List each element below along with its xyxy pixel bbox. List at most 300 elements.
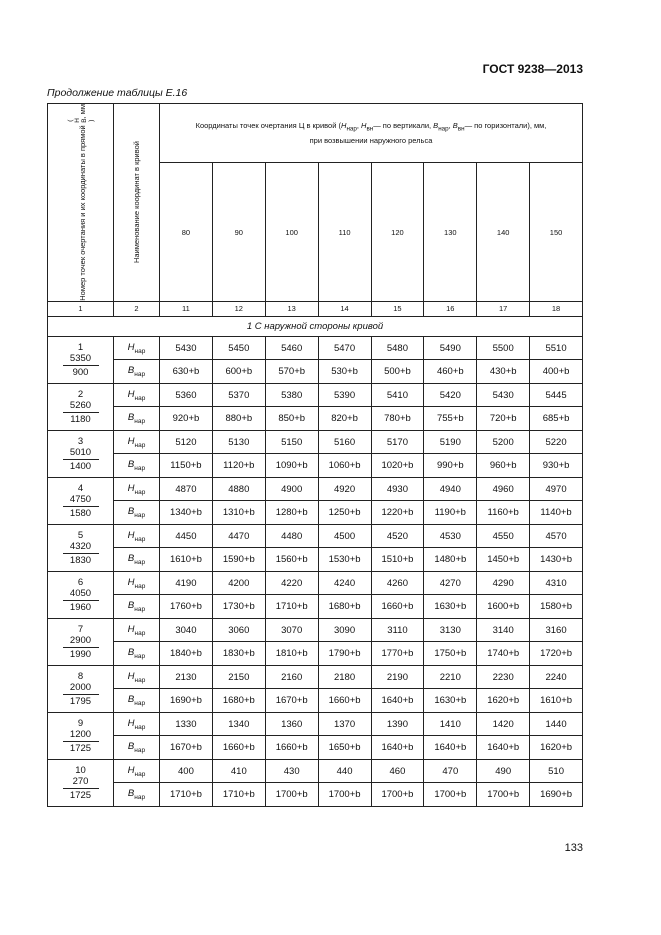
frac-bottom: В <box>80 118 88 124</box>
width-value: 1700+b <box>318 783 371 807</box>
coordinate-subscript: нар <box>134 746 146 754</box>
coordinate-subscript: нар <box>134 699 146 707</box>
width-value: 1510+b <box>371 548 424 572</box>
width-value: 1700+b <box>424 783 477 807</box>
height-value: 5470 <box>318 336 371 360</box>
width-value: 1670+b <box>160 736 213 760</box>
width-value: 1700+b <box>371 783 424 807</box>
coordinate-subscript: нар <box>134 652 146 660</box>
height-value: 430 <box>265 759 318 783</box>
width-value: 400+b <box>530 360 583 384</box>
point-width: 900 <box>72 366 89 378</box>
point-height: 4320 <box>69 540 92 552</box>
width-value: 1640+b <box>477 736 530 760</box>
coordinate-letter: Н <box>127 623 135 635</box>
height-value: 5445 <box>530 383 583 407</box>
width-value: 1740+b <box>477 642 530 666</box>
height-value: 5370 <box>212 383 265 407</box>
width-value: 1340+b <box>160 501 213 525</box>
main-header-sub-nar: нар <box>346 125 357 133</box>
height-value: 5360 <box>160 383 213 407</box>
coordinate-name <box>114 524 160 548</box>
main-header: Координаты точек очертания Ц в кривой ($Н_{нар}$, $Н_{вн}—$ по вертикали, $В_{нар}$, $В_{вн}—$ по горизонтали), мм, при возвышении наружного рельса <box>160 104 583 163</box>
point-cell <box>48 665 114 712</box>
table-row <box>48 383 583 407</box>
column-number: 13 <box>265 301 318 316</box>
height-value: 5430 <box>160 336 213 360</box>
height-value: 4470 <box>212 524 265 548</box>
point-number: 4 <box>77 482 84 494</box>
point-width: 1795 <box>69 695 92 707</box>
column-number: 1 <box>48 301 114 316</box>
width-value: 1060+b <box>318 454 371 478</box>
point-width: 1580 <box>69 507 92 519</box>
width-value: 1530+b <box>318 548 371 572</box>
height-value: 4550 <box>477 524 530 548</box>
table-row <box>48 524 583 548</box>
height-value: 4570 <box>530 524 583 548</box>
width-value: 820+b <box>318 407 371 431</box>
elevation-header: 130 <box>424 163 477 301</box>
width-value: 1790+b <box>318 642 371 666</box>
table-row <box>48 501 583 525</box>
width-value: 1730+b <box>212 595 265 619</box>
width-value: 1770+b <box>371 642 424 666</box>
table-row <box>48 689 583 713</box>
width-value: 1190+b <box>424 501 477 525</box>
table-row <box>48 712 583 736</box>
table-row <box>48 548 583 572</box>
table-row <box>48 642 583 666</box>
coordinate-letter: Н <box>127 435 135 447</box>
height-value: 4200 <box>212 571 265 595</box>
col-point-number-header: Номер точек очертания и их координаты в прямой ( Н В ), мм <box>48 104 114 302</box>
table-row <box>48 360 583 384</box>
coordinate-name <box>114 595 160 619</box>
coordinate-subscript: нар <box>134 535 146 543</box>
height-value: 4870 <box>160 477 213 501</box>
coordinate-subscript: нар <box>134 441 146 449</box>
height-value: 470 <box>424 759 477 783</box>
point-number: 8 <box>77 670 84 682</box>
column-number: 17 <box>477 301 530 316</box>
point-height: 5350 <box>69 352 92 364</box>
point-number: 2 <box>77 388 84 400</box>
coordinate-subscript: нар <box>134 370 146 378</box>
width-value: 1590+b <box>212 548 265 572</box>
point-height: 1200 <box>69 728 92 740</box>
width-value: 1690+b <box>160 689 213 713</box>
standard-code: ГОСТ 9238—2013 <box>482 62 583 76</box>
width-value: 1020+b <box>371 454 424 478</box>
width-value: 1430+b <box>530 548 583 572</box>
width-value: 1610+b <box>160 548 213 572</box>
width-value: 1660+b <box>318 689 371 713</box>
coordinate-letter: В <box>127 365 135 377</box>
height-value: 5490 <box>424 336 477 360</box>
main-header-h2: Н <box>361 121 367 131</box>
table-row <box>48 407 583 431</box>
height-value: 510 <box>530 759 583 783</box>
width-value: 1120+b <box>212 454 265 478</box>
point-cell <box>48 571 114 618</box>
width-value: 1090+b <box>265 454 318 478</box>
point-width: 1400 <box>69 460 92 472</box>
coordinate-name <box>114 759 160 783</box>
column-number: 14 <box>318 301 371 316</box>
width-value: 1620+b <box>477 689 530 713</box>
coordinate-name <box>114 571 160 595</box>
col1-header-text: Номер точек очертания и их координаты в прямой <box>77 125 87 301</box>
height-value: 4450 <box>160 524 213 548</box>
width-value: 530+b <box>318 360 371 384</box>
point-height: 2900 <box>69 634 92 646</box>
height-value: 5430 <box>477 383 530 407</box>
point-cell <box>48 430 114 477</box>
main-header-b2: В <box>452 121 458 131</box>
width-value: 1450+b <box>477 548 530 572</box>
height-value: 4880 <box>212 477 265 501</box>
width-value: 1690+b <box>530 783 583 807</box>
width-value: 1640+b <box>371 689 424 713</box>
main-header-part3: — по горизонтали), мм, <box>464 121 547 131</box>
coordinate-letter: Н <box>127 482 135 494</box>
point-width: 1725 <box>69 789 92 801</box>
coordinate-name <box>114 618 160 642</box>
coordinate-name <box>114 712 160 736</box>
table-row <box>48 783 583 807</box>
table-row <box>48 454 583 478</box>
elevation-header: 150 <box>530 163 583 301</box>
height-value: 5480 <box>371 336 424 360</box>
width-value: 1720+b <box>530 642 583 666</box>
width-value: 1620+b <box>530 736 583 760</box>
height-value: 4930 <box>371 477 424 501</box>
coordinate-subscript: нар <box>134 676 146 684</box>
width-value: 685+b <box>530 407 583 431</box>
col-coordinate-name-header <box>114 104 160 302</box>
height-value: 490 <box>477 759 530 783</box>
width-value: 780+b <box>371 407 424 431</box>
width-value: 1650+b <box>318 736 371 760</box>
table-continuation-caption: Продолжение таблицы Е.16 <box>47 87 188 99</box>
point-cell <box>48 477 114 524</box>
coordinate-name <box>114 360 160 384</box>
height-value: 400 <box>160 759 213 783</box>
table-row <box>48 336 583 360</box>
width-value: 1680+b <box>318 595 371 619</box>
width-value: 1630+b <box>424 689 477 713</box>
point-width: 1960 <box>69 601 92 613</box>
coordinate-letter: В <box>127 741 135 753</box>
height-value: 2210 <box>424 665 477 689</box>
point-cell <box>48 524 114 571</box>
width-value: 1840+b <box>160 642 213 666</box>
width-value: 600+b <box>212 360 265 384</box>
height-value: 4960 <box>477 477 530 501</box>
coordinate-letter: В <box>127 647 135 659</box>
width-value: 1680+b <box>212 689 265 713</box>
height-value: 440 <box>318 759 371 783</box>
width-value: 1810+b <box>265 642 318 666</box>
width-value: 720+b <box>477 407 530 431</box>
coordinate-letter: Н <box>127 341 135 353</box>
column-number: 2 <box>114 301 160 316</box>
coordinate-letter: В <box>127 553 135 565</box>
width-value: 850+b <box>265 407 318 431</box>
height-value: 3070 <box>265 618 318 642</box>
height-value: 3060 <box>212 618 265 642</box>
coordinate-name <box>114 454 160 478</box>
height-value: 3040 <box>160 618 213 642</box>
point-number: 9 <box>77 717 84 729</box>
height-value: 5150 <box>265 430 318 454</box>
height-value: 5390 <box>318 383 371 407</box>
col1-unit: мм <box>77 104 87 115</box>
width-value: 1250+b <box>318 501 371 525</box>
width-value: 1640+b <box>371 736 424 760</box>
width-value: 1220+b <box>371 501 424 525</box>
height-value: 5160 <box>318 430 371 454</box>
height-value: 4290 <box>477 571 530 595</box>
point-width: 1990 <box>69 648 92 660</box>
elevation-header: 80 <box>160 163 213 301</box>
height-value: 4500 <box>318 524 371 548</box>
height-value: 5510 <box>530 336 583 360</box>
width-value: 1710+b <box>212 783 265 807</box>
point-cell <box>48 712 114 759</box>
coordinate-name <box>114 736 160 760</box>
coordinate-name <box>114 501 160 525</box>
height-value: 1410 <box>424 712 477 736</box>
table-row <box>48 477 583 501</box>
width-value: 1760+b <box>160 595 213 619</box>
height-value: 1370 <box>318 712 371 736</box>
elevation-header: 90 <box>212 163 265 301</box>
width-value: 1660+b <box>212 736 265 760</box>
height-value: 4260 <box>371 571 424 595</box>
height-value: 1360 <box>265 712 318 736</box>
width-value: 1600+b <box>477 595 530 619</box>
height-value: 5120 <box>160 430 213 454</box>
coordinate-subscript: нар <box>134 582 146 590</box>
width-value: 1630+b <box>424 595 477 619</box>
coordinate-subscript: нар <box>134 511 146 519</box>
table-row <box>48 618 583 642</box>
height-value: 5170 <box>371 430 424 454</box>
height-value: 2240 <box>530 665 583 689</box>
table-row <box>48 736 583 760</box>
width-value: 1700+b <box>265 783 318 807</box>
coordinate-name <box>114 383 160 407</box>
width-value: 1140+b <box>530 501 583 525</box>
height-value: 410 <box>212 759 265 783</box>
point-width: 1725 <box>69 742 92 754</box>
width-value: 990+b <box>424 454 477 478</box>
coordinate-subscript: нар <box>134 723 146 731</box>
elevation-header: 120 <box>371 163 424 301</box>
height-value: 3110 <box>371 618 424 642</box>
width-value: 1150+b <box>160 454 213 478</box>
width-value: 1280+b <box>265 501 318 525</box>
height-value: 4940 <box>424 477 477 501</box>
width-value: 630+b <box>160 360 213 384</box>
table-row <box>48 430 583 454</box>
table-row <box>48 759 583 783</box>
width-value: 1660+b <box>371 595 424 619</box>
height-value: 1440 <box>530 712 583 736</box>
coordinate-name <box>114 407 160 431</box>
frac-top: Н <box>73 118 81 124</box>
point-number: 7 <box>77 623 84 635</box>
point-number: 1 <box>77 341 84 353</box>
point-cell <box>48 336 114 383</box>
elevation-header: 140 <box>477 163 530 301</box>
height-value: 2160 <box>265 665 318 689</box>
coordinate-letter: В <box>127 788 135 800</box>
height-value: 3140 <box>477 618 530 642</box>
column-number: 18 <box>530 301 583 316</box>
coordinate-letter: Н <box>127 670 135 682</box>
width-value: 1610+b <box>530 689 583 713</box>
main-header-sub-nar-2: нар <box>438 125 449 133</box>
width-value: 570+b <box>265 360 318 384</box>
height-value: 4480 <box>265 524 318 548</box>
coordinate-name <box>114 336 160 360</box>
coordinate-letter: В <box>127 412 135 424</box>
coordinate-subscript: нар <box>134 629 146 637</box>
width-value: 1560+b <box>265 548 318 572</box>
height-value: 4520 <box>371 524 424 548</box>
point-number: 6 <box>77 576 84 588</box>
coordinate-subscript: нар <box>134 464 146 472</box>
column-number-row <box>48 301 583 316</box>
point-cell <box>48 383 114 430</box>
height-value: 3160 <box>530 618 583 642</box>
column-number: 16 <box>424 301 477 316</box>
column-number: 12 <box>212 301 265 316</box>
point-cell <box>48 618 114 665</box>
point-height: 270 <box>72 775 89 787</box>
height-value: 4220 <box>265 571 318 595</box>
coordinate-letter: В <box>127 600 135 612</box>
coordinate-subscript: нар <box>134 558 146 566</box>
coordinate-name <box>114 642 160 666</box>
height-value: 2190 <box>371 665 424 689</box>
point-width: 1180 <box>70 413 91 425</box>
height-value: 2150 <box>212 665 265 689</box>
height-value: 2180 <box>318 665 371 689</box>
page-number: 133 <box>564 842 583 854</box>
height-value: 2230 <box>477 665 530 689</box>
main-header-line2: при возвышении наружного рельса <box>309 135 433 145</box>
main-header-part1: Координаты точек очертания Ц в кривой ( <box>195 121 342 131</box>
height-value: 1420 <box>477 712 530 736</box>
coordinate-subscript: нар <box>134 347 146 355</box>
width-value: 755+b <box>424 407 477 431</box>
main-header-sub-vn: вн <box>366 125 374 133</box>
section-title: 1 С наружной стороны кривой <box>48 316 583 336</box>
height-value: 3130 <box>424 618 477 642</box>
height-value: 4270 <box>424 571 477 595</box>
height-value: 4920 <box>318 477 371 501</box>
coordinate-letter: В <box>127 459 135 471</box>
width-value: 1640+b <box>424 736 477 760</box>
width-value: 1710+b <box>160 783 213 807</box>
width-value: 1670+b <box>265 689 318 713</box>
height-value: 5420 <box>424 383 477 407</box>
width-value: 920+b <box>160 407 213 431</box>
height-value: 5460 <box>265 336 318 360</box>
main-header-h1: Н <box>341 121 347 131</box>
coordinate-letter: Н <box>127 388 135 400</box>
column-number: 11 <box>160 301 213 316</box>
width-value: 1160+b <box>477 501 530 525</box>
coordinate-subscript: нар <box>134 394 146 402</box>
coordinate-letter: В <box>127 694 135 706</box>
main-header-sub-vn-2: вн <box>457 125 465 133</box>
coordinate-letter: В <box>127 506 135 518</box>
point-height: 2000 <box>69 681 92 693</box>
height-value: 5380 <box>265 383 318 407</box>
main-header-b1: В <box>433 121 439 131</box>
point-number: 3 <box>77 435 84 447</box>
height-value: 4240 <box>318 571 371 595</box>
point-width: 1830 <box>69 554 92 566</box>
height-value: 2130 <box>160 665 213 689</box>
point-height: 4750 <box>69 493 92 505</box>
height-value: 4190 <box>160 571 213 595</box>
table-row <box>48 571 583 595</box>
elevation-header: 110 <box>318 163 371 301</box>
coordinate-name <box>114 783 160 807</box>
elevation-header: 100 <box>265 163 318 301</box>
point-height: 5260 <box>69 399 92 411</box>
height-value: 1330 <box>160 712 213 736</box>
point-cell <box>48 759 114 806</box>
coordinate-subscript: нар <box>134 793 146 801</box>
width-value: 930+b <box>530 454 583 478</box>
width-value: 1310+b <box>212 501 265 525</box>
height-value: 460 <box>371 759 424 783</box>
coordinate-letter: Н <box>127 576 135 588</box>
coordinates-table <box>47 103 583 807</box>
coordinate-subscript: нар <box>134 488 146 496</box>
point-height: 5010 <box>69 446 92 458</box>
height-value: 1390 <box>371 712 424 736</box>
height-value: 5190 <box>424 430 477 454</box>
coordinate-name <box>114 665 160 689</box>
width-value: 1830+b <box>212 642 265 666</box>
height-value: 1340 <box>212 712 265 736</box>
col1-header-fraction: ( Н В ) <box>66 118 95 124</box>
height-value: 5200 <box>477 430 530 454</box>
height-value: 4970 <box>530 477 583 501</box>
width-value: 1700+b <box>477 783 530 807</box>
height-value: 4310 <box>530 571 583 595</box>
point-height: 4050 <box>69 587 92 599</box>
coordinate-subscript: нар <box>134 417 146 425</box>
width-value: 1480+b <box>424 548 477 572</box>
width-value: 430+b <box>477 360 530 384</box>
width-value: 500+b <box>371 360 424 384</box>
column-number: 15 <box>371 301 424 316</box>
height-value: 5220 <box>530 430 583 454</box>
width-value: 960+b <box>477 454 530 478</box>
coordinate-letter: Н <box>127 764 135 776</box>
coordinate-subscript: нар <box>134 605 146 613</box>
coordinate-letter: Н <box>127 529 135 541</box>
